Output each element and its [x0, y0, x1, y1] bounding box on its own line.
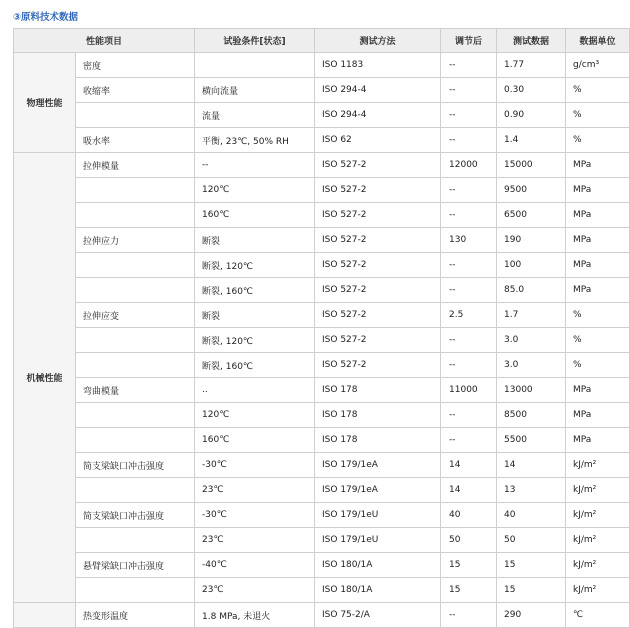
condition-cell: 流量 [195, 103, 315, 128]
condition-cell: 断裂, 120℃ [195, 253, 315, 278]
value-cell: 0.30 [497, 78, 566, 103]
adjusted-cell: 50 [441, 528, 497, 553]
unit-cell: MPa [566, 228, 630, 253]
property-cell: 简支梁缺口冲击强度 [76, 453, 195, 478]
value-cell: 13000 [497, 378, 566, 403]
unit-cell: % [566, 128, 630, 153]
property-cell: 吸水率 [76, 128, 195, 153]
table-row [14, 553, 630, 578]
header-adjusted: 调节后 [441, 29, 497, 53]
value-cell: 15000 [497, 153, 566, 178]
adjusted-cell: 11000 [441, 378, 497, 403]
property-cell [76, 428, 195, 453]
method-cell: ISO 527-2 [315, 278, 441, 303]
value-cell: 290 [497, 603, 566, 628]
header-value: 测试数据 [497, 29, 566, 53]
method-cell: ISO 178 [315, 403, 441, 428]
table-row [14, 603, 630, 628]
unit-cell: kJ/m² [566, 578, 630, 603]
condition-cell: 断裂, 120℃ [195, 328, 315, 353]
table-row [14, 478, 630, 503]
property-cell [76, 578, 195, 603]
unit-cell: % [566, 78, 630, 103]
property-cell [76, 403, 195, 428]
condition-cell: 23℃ [195, 528, 315, 553]
adjusted-cell: -- [441, 403, 497, 428]
unit-cell: MPa [566, 403, 630, 428]
unit-cell: % [566, 103, 630, 128]
value-cell: 3.0 [497, 328, 566, 353]
adjusted-cell: -- [441, 128, 497, 153]
property-cell: 拉伸应变 [76, 303, 195, 328]
table-row [14, 153, 630, 178]
property-cell: 简支梁缺口冲击强度 [76, 503, 195, 528]
group-label: 机械性能 [14, 153, 76, 603]
table-header-row [14, 29, 630, 53]
method-cell: ISO 75-2/A [315, 603, 441, 628]
unit-cell: MPa [566, 253, 630, 278]
header-unit: 数据单位 [566, 29, 630, 53]
value-cell: 5500 [497, 428, 566, 453]
method-cell: ISO 180/1A [315, 553, 441, 578]
unit-cell: MPa [566, 178, 630, 203]
material-data-table [13, 28, 630, 628]
adjusted-cell: -- [441, 278, 497, 303]
property-cell: 热变形温度 [76, 603, 195, 628]
property-cell: 悬臂梁缺口冲击强度 [76, 553, 195, 578]
condition-cell: 断裂 [195, 228, 315, 253]
method-cell: ISO 178 [315, 428, 441, 453]
method-cell: ISO 527-2 [315, 178, 441, 203]
adjusted-cell: 14 [441, 478, 497, 503]
unit-cell: kJ/m² [566, 478, 630, 503]
adjusted-cell: 15 [441, 578, 497, 603]
unit-cell: MPa [566, 278, 630, 303]
condition-cell: 断裂, 160℃ [195, 353, 315, 378]
value-cell: 1.77 [497, 53, 566, 78]
value-cell: 9500 [497, 178, 566, 203]
value-cell: 14 [497, 453, 566, 478]
property-cell: 收缩率 [76, 78, 195, 103]
adjusted-cell: 40 [441, 503, 497, 528]
value-cell: 15 [497, 578, 566, 603]
value-cell: 3.0 [497, 353, 566, 378]
adjusted-cell: -- [441, 203, 497, 228]
header-property: 性能项目 [14, 29, 195, 53]
condition-cell: 120℃ [195, 178, 315, 203]
condition-cell: 160℃ [195, 428, 315, 453]
condition-cell: .. [195, 378, 315, 403]
unit-cell: % [566, 353, 630, 378]
table-row [14, 528, 630, 553]
value-cell: 0.90 [497, 103, 566, 128]
property-cell [76, 528, 195, 553]
condition-cell [195, 53, 315, 78]
method-cell: ISO 179/1eU [315, 503, 441, 528]
unit-cell: kJ/m² [566, 453, 630, 478]
method-cell: ISO 62 [315, 128, 441, 153]
value-cell: 50 [497, 528, 566, 553]
method-cell: ISO 527-2 [315, 228, 441, 253]
method-cell: ISO 527-2 [315, 153, 441, 178]
adjusted-cell: 15 [441, 553, 497, 578]
condition-cell: 横向流量 [195, 78, 315, 103]
value-cell: 8500 [497, 403, 566, 428]
unit-cell: ℃ [566, 603, 630, 628]
table-row [14, 403, 630, 428]
method-cell: ISO 180/1A [315, 578, 441, 603]
condition-cell: 160℃ [195, 203, 315, 228]
method-cell: ISO 294-4 [315, 78, 441, 103]
group-label [14, 603, 76, 628]
adjusted-cell: -- [441, 253, 497, 278]
value-cell: 15 [497, 553, 566, 578]
table-row [14, 103, 630, 128]
adjusted-cell: -- [441, 428, 497, 453]
unit-cell: % [566, 303, 630, 328]
condition-cell: -- [195, 153, 315, 178]
adjusted-cell: 130 [441, 228, 497, 253]
value-cell: 13 [497, 478, 566, 503]
table-row [14, 353, 630, 378]
table-row [14, 178, 630, 203]
condition-cell: 120℃ [195, 403, 315, 428]
property-cell [76, 103, 195, 128]
method-cell: ISO 527-2 [315, 253, 441, 278]
property-cell: 弯曲模量 [76, 378, 195, 403]
table-row [14, 228, 630, 253]
property-cell [76, 253, 195, 278]
adjusted-cell: 12000 [441, 153, 497, 178]
table-row [14, 253, 630, 278]
adjusted-cell: -- [441, 178, 497, 203]
header-method: 测试方法 [315, 29, 441, 53]
table-row [14, 303, 630, 328]
condition-cell: 1.8 MPa, 未退火 [195, 603, 315, 628]
property-cell: 拉伸应力 [76, 228, 195, 253]
value-cell: 100 [497, 253, 566, 278]
unit-cell: MPa [566, 153, 630, 178]
method-cell: ISO 527-2 [315, 303, 441, 328]
property-cell [76, 353, 195, 378]
table-row [14, 453, 630, 478]
unit-cell: kJ/m² [566, 528, 630, 553]
property-cell [76, 178, 195, 203]
adjusted-cell: -- [441, 53, 497, 78]
unit-cell: MPa [566, 428, 630, 453]
table-row [14, 53, 630, 78]
value-cell: 40 [497, 503, 566, 528]
adjusted-cell: -- [441, 603, 497, 628]
property-cell [76, 328, 195, 353]
header-condition: 试验条件[状态] [195, 29, 315, 53]
property-cell [76, 278, 195, 303]
table-row [14, 78, 630, 103]
table-row [14, 578, 630, 603]
method-cell: ISO 527-2 [315, 328, 441, 353]
table-row [14, 428, 630, 453]
method-cell: ISO 179/1eA [315, 478, 441, 503]
value-cell: 6500 [497, 203, 566, 228]
condition-cell: 23℃ [195, 578, 315, 603]
method-cell: ISO 294-4 [315, 103, 441, 128]
method-cell: ISO 527-2 [315, 203, 441, 228]
condition-cell: -30℃ [195, 503, 315, 528]
condition-cell: 断裂, 160℃ [195, 278, 315, 303]
property-cell [76, 478, 195, 503]
value-cell: 190 [497, 228, 566, 253]
section-title: ③原料技术数据 [13, 12, 79, 23]
method-cell: ISO 527-2 [315, 353, 441, 378]
adjusted-cell: -- [441, 353, 497, 378]
table-row [14, 378, 630, 403]
adjusted-cell: -- [441, 103, 497, 128]
unit-cell: MPa [566, 378, 630, 403]
property-cell: 拉伸模量 [76, 153, 195, 178]
method-cell: ISO 178 [315, 378, 441, 403]
group-label: 物理性能 [14, 53, 76, 153]
table-row [14, 203, 630, 228]
table-row [14, 328, 630, 353]
value-cell: 85.0 [497, 278, 566, 303]
adjusted-cell: -- [441, 78, 497, 103]
property-cell: 密度 [76, 53, 195, 78]
table-row [14, 128, 630, 153]
unit-cell: g/cm³ [566, 53, 630, 78]
adjusted-cell: -- [441, 328, 497, 353]
unit-cell: MPa [566, 203, 630, 228]
condition-cell: 平衡, 23℃, 50% RH [195, 128, 315, 153]
unit-cell: % [566, 328, 630, 353]
unit-cell: kJ/m² [566, 553, 630, 578]
condition-cell: 断裂 [195, 303, 315, 328]
method-cell: ISO 179/1eU [315, 528, 441, 553]
table-row [14, 278, 630, 303]
condition-cell: 23℃ [195, 478, 315, 503]
value-cell: 1.7 [497, 303, 566, 328]
method-cell: ISO 179/1eA [315, 453, 441, 478]
condition-cell: -40℃ [195, 553, 315, 578]
adjusted-cell: 14 [441, 453, 497, 478]
condition-cell: -30℃ [195, 453, 315, 478]
property-cell [76, 203, 195, 228]
adjusted-cell: 2.5 [441, 303, 497, 328]
table-row [14, 503, 630, 528]
unit-cell: kJ/m² [566, 503, 630, 528]
value-cell: 1.4 [497, 128, 566, 153]
method-cell: ISO 1183 [315, 53, 441, 78]
